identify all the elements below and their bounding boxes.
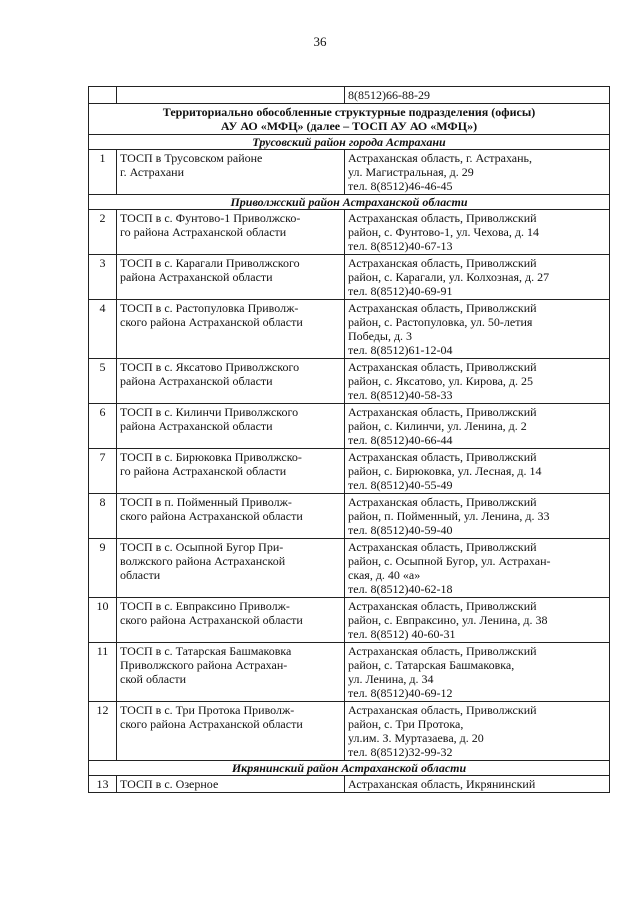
office-name-cell	[117, 87, 345, 104]
address-line: тел. 8(8512)40-67-13	[348, 239, 453, 253]
address-line: тел. 8(8512)40-69-91	[348, 284, 453, 298]
address-line: район, с. Карагали, ул. Колхозная, д. 27	[348, 270, 550, 284]
office-name-line: ТОСП в с. Растопуловка Приволж-	[120, 301, 299, 315]
address-cell	[345, 255, 610, 300]
address-line: район, п. Пойменный, ул. Ленина, д. 33	[348, 509, 550, 523]
address-line: район, с. Фунтово-1, ул. Чехова, д. 14	[348, 225, 539, 239]
table-row	[89, 494, 610, 539]
address-cell	[345, 359, 610, 404]
address-line: Астраханская область, г. Астрахань,	[348, 151, 533, 165]
address-line: ул. Ленина, д. 34	[348, 672, 434, 686]
office-name-cell	[117, 150, 345, 195]
row-number: 12	[89, 702, 117, 761]
row-number: 5	[89, 359, 117, 404]
row-number-cell	[89, 87, 117, 104]
section-header-row	[89, 104, 610, 135]
address-cell	[345, 539, 610, 598]
address-line: район, с. Татарская Башмаковка,	[348, 658, 515, 672]
table-row	[89, 598, 610, 643]
address-cell	[345, 449, 610, 494]
district-title: Икрянинский район Астраханской области	[89, 761, 610, 776]
row-number: 1	[89, 150, 117, 195]
address-line: район, с. Растопуловка, ул. 50-летия	[348, 315, 533, 329]
office-name-line: ТОСП в с. Килинчи Приволжского	[120, 405, 299, 419]
address-line: район, с. Бирюковка, ул. Лесная, д. 14	[348, 464, 542, 478]
office-name-line: ской области	[120, 672, 187, 686]
district-title: Трусовский район города Астрахани	[89, 135, 610, 150]
district-header-row	[89, 195, 610, 210]
address-line: тел. 8(8512)61-12-04	[348, 343, 453, 357]
office-name-line: области	[120, 568, 161, 582]
office-name-line: ТОСП в с. Три Протока Приволж-	[120, 703, 295, 717]
offices-table	[88, 86, 610, 793]
office-name-line: ТОСП в с. Осыпной Бугор При-	[120, 540, 284, 554]
section-header-cell	[89, 104, 610, 135]
office-name-cell	[117, 702, 345, 761]
district-title: Приволжский район Астраханской области	[89, 195, 610, 210]
address-line: ская, д. 40 «а»	[348, 568, 421, 582]
office-name-line: района Астраханской области	[120, 374, 273, 388]
address-line: Победы, д. 3	[348, 329, 413, 343]
table-row	[89, 449, 610, 494]
address-line: район, с. Осыпной Бугор, ул. Астрахан-	[348, 554, 551, 568]
address-line: тел. 8(8512)40-62-18	[348, 582, 453, 596]
office-name-line: ского района Астраханской области	[120, 717, 303, 731]
address-cell	[345, 643, 610, 702]
address-line: Астраханская область, Икрянинский	[348, 777, 536, 791]
address-cell	[345, 300, 610, 359]
office-name-line: го района Астраханской области	[120, 464, 287, 478]
office-name-line: ТОСП в с. Озерное	[120, 777, 219, 791]
office-name-cell	[117, 255, 345, 300]
address-cell	[345, 404, 610, 449]
office-name-line: го района Астраханской области	[120, 225, 287, 239]
office-name-cell	[117, 404, 345, 449]
page-number: 36	[313, 34, 327, 49]
address-cell	[345, 150, 610, 195]
office-name-line: ТОСП в с. Фунтово-1 Приволжско-	[120, 211, 301, 225]
address-line: тел. 8(8512)40-59-40	[348, 523, 453, 537]
table-row	[89, 643, 610, 702]
row-number: 9	[89, 539, 117, 598]
address-line: Астраханская область, Приволжский	[348, 360, 537, 374]
address-line: район, с. Три Протока,	[348, 717, 464, 731]
address-line: Астраханская область, Приволжский	[348, 644, 537, 658]
office-name-cell	[117, 598, 345, 643]
address-cell	[345, 87, 610, 104]
row-number: 2	[89, 210, 117, 255]
office-name-line: волжского района Астраханской	[120, 554, 286, 568]
office-name-line: ТОСП в с. Карагали Приволжского	[120, 256, 300, 270]
office-name-line: Приволжского района Астрахан-	[120, 658, 288, 672]
office-name-cell	[117, 494, 345, 539]
office-name-cell	[117, 776, 345, 793]
office-name-cell	[117, 643, 345, 702]
table-row	[89, 404, 610, 449]
address-line: Астраханская область, Приволжский	[348, 540, 537, 554]
phone-line: 8(8512)66-88-29	[348, 88, 430, 102]
office-name-line: района Астраханской области	[120, 419, 273, 433]
address-line: ул. Магистральная, д. 29	[348, 165, 474, 179]
office-name-line: ТОСП в с. Татарская Башмаковка	[120, 644, 292, 658]
address-line: тел. 8(8512)40-66-44	[348, 433, 453, 447]
office-name-line: района Астраханской области	[120, 270, 273, 284]
address-line: Астраханская область, Приволжский	[348, 599, 537, 613]
address-cell	[345, 776, 610, 793]
address-line: тел. 8(8512) 40-60-31	[348, 627, 456, 641]
table-row	[89, 210, 610, 255]
address-cell	[345, 494, 610, 539]
row-number: 3	[89, 255, 117, 300]
table-row	[89, 702, 610, 761]
office-name-line: ского района Астраханской области	[120, 613, 303, 627]
address-line: Астраханская область, Приволжский	[348, 450, 537, 464]
address-line: тел. 8(8512)40-55-49	[348, 478, 453, 492]
address-line: тел. 8(8512)46-46-45	[348, 179, 453, 193]
office-name-line: ТОСП в с. Бирюковка Приволжско-	[120, 450, 302, 464]
address-cell	[345, 598, 610, 643]
office-name-line: ского района Астраханской области	[120, 509, 303, 523]
table-row	[89, 255, 610, 300]
table-row	[89, 359, 610, 404]
office-name-line: ТОСП в п. Пойменный Приволж-	[120, 495, 292, 509]
address-line: Астраханская область, Приволжский	[348, 405, 537, 419]
address-line: ул.им. З. Муртазаева, д. 20	[348, 731, 484, 745]
address-line: район, с. Килинчи, ул. Ленина, д. 2	[348, 419, 527, 433]
office-name-line: ТОСП в с. Евпраксино Приволж-	[120, 599, 290, 613]
office-name-cell	[117, 359, 345, 404]
row-number: 6	[89, 404, 117, 449]
office-name-cell	[117, 300, 345, 359]
address-line: район, с. Евпраксино, ул. Ленина, д. 38	[348, 613, 548, 627]
row-number: 7	[89, 449, 117, 494]
office-name-line: г. Астрахани	[120, 165, 184, 179]
section-title-line: АУ АО «МФЦ» (далее – ТОСП АУ АО «МФЦ»)	[220, 119, 478, 133]
district-header-row	[89, 135, 610, 150]
office-name-cell	[117, 539, 345, 598]
office-name-line: ТОСП в Трусовском районе	[120, 151, 263, 165]
table-row	[89, 776, 610, 793]
section-title-line: Территориально обособленные структурные подразделения (офисы)	[162, 105, 536, 119]
district-header-row	[89, 761, 610, 776]
address-line: Астраханская область, Приволжский	[348, 301, 537, 315]
office-name-cell	[117, 449, 345, 494]
address-line: Астраханская область, Приволжский	[348, 495, 537, 509]
row-number: 4	[89, 300, 117, 359]
address-line: тел. 8(8512)40-58-33	[348, 388, 453, 402]
row-number: 10	[89, 598, 117, 643]
office-name-cell	[117, 210, 345, 255]
table-row	[89, 539, 610, 598]
row-number: 11	[89, 643, 117, 702]
table-row	[89, 150, 610, 195]
row-number: 8	[89, 494, 117, 539]
table-row	[89, 300, 610, 359]
office-name-line: ского района Астраханской области	[120, 315, 303, 329]
address-line: район, с. Яксатово, ул. Кирова, д. 25	[348, 374, 534, 388]
address-line: Астраханская область, Приволжский	[348, 703, 537, 717]
address-line: Астраханская область, Приволжский	[348, 211, 537, 225]
table-row	[89, 87, 610, 104]
office-name-line: ТОСП в с. Яксатово Приволжского	[120, 360, 300, 374]
address-cell	[345, 210, 610, 255]
offices-table-body	[89, 87, 610, 793]
address-cell	[345, 702, 610, 761]
address-line: тел. 8(8512)32-99-32	[348, 745, 453, 759]
row-number: 13	[89, 776, 117, 793]
address-line: тел. 8(8512)40-69-12	[348, 686, 453, 700]
address-line: Астраханская область, Приволжский	[348, 256, 537, 270]
